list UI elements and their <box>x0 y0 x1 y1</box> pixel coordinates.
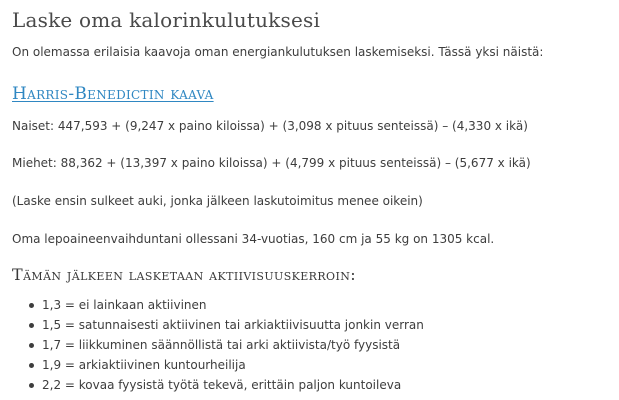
list-item-text: 2,2 = kovaa fyysistä työtä tekevä, erittäin paljon kuntoileva <box>42 378 402 392</box>
intro-paragraph: On olemassa erilaisia kaavoja oman energiankulutuksen laskemiseksi. Tässä yksi näistä: <box>12 45 544 59</box>
list-item <box>12 297 424 317</box>
list-item <box>12 357 424 377</box>
page-title: Laske oma kalorinkulutuksesi <box>12 8 321 32</box>
bullet-icon <box>29 343 34 348</box>
list-item-text: 1,3 = ei lainkaan aktiivinen <box>42 298 207 312</box>
calculation-note: (Laske ensin sulkeet auki, jonka jälkeen laskutoimitus menee oikein) <box>12 194 423 208</box>
bullet-icon <box>29 303 34 308</box>
example-paragraph: Oma lepoaineenvaihduntani ollessani 34-vuotias, 160 cm ja 55 kg on 1305 kcal. <box>12 232 495 246</box>
formula-heading <box>12 84 214 104</box>
list-item <box>12 377 424 397</box>
bullet-icon <box>29 323 34 328</box>
list-item-text: 1,5 = satunnaisesti aktiivinen tai arkiaktiivisuutta jonkin verran <box>42 318 424 332</box>
list-item <box>12 317 424 337</box>
list-item-text: 1,9 = arkiaktiivinen kuntourheilija <box>42 358 246 372</box>
bullet-icon <box>29 363 34 368</box>
harris-benedict-link[interactable]: Harris-Benedictin kaava <box>12 84 214 104</box>
list-item-text: 1,7 = liikkuminen säännöllistä tai arki aktiivista/työ fyysistä <box>42 338 401 352</box>
women-formula: Naiset: 447,593 + (9,247 x paino kiloissa) + (3,098 x pituus senteissä) – (4,330 x ikä) <box>12 119 528 133</box>
men-formula: Miehet: 88,362 + (13,397 x paino kiloissa) + (4,799 x pituus senteissä) – (5,677 x ikä) <box>12 156 531 170</box>
activity-list <box>12 297 424 397</box>
list-item <box>12 337 424 357</box>
activity-heading: Tämän jälkeen lasketaan aktiivisuuskerroin: <box>12 265 357 284</box>
bullet-icon <box>29 383 34 388</box>
